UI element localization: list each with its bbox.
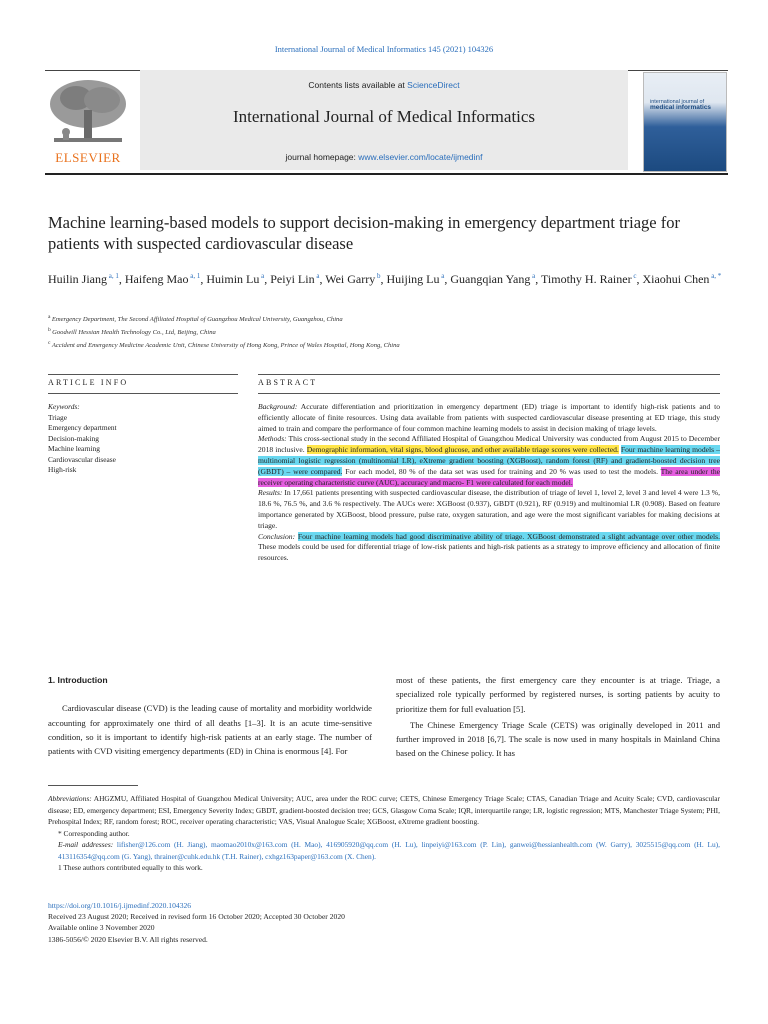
abstract-background: Accurate differentiation and prioritization in emergency department (ED) triage is important to identify high-risk patients and to efficiently allocate of finite resources. Using data available from patients with suspected cardiovascular disease presenting at ED triage, this study aimed to train and compare the performance of four common machine learning models to assist in decision making of triage levels. — [258, 402, 720, 433]
highlight-magenta: The area under the receiver operating characteristic curve (AUC), accuracy and macro- F1 were calculated for each model. — [258, 466, 720, 487]
abstract-results-label: Results: — [258, 488, 283, 498]
body-left-column — [48, 673, 372, 760]
copyright: 1386-5056/© 2020 Elsevier B.V. All rights reserved. — [48, 934, 208, 944]
abstract-methods-label: Methods: — [258, 434, 287, 444]
intro-paragraph-1-cont: most of these patients, the first emergency care they encounter is at triage. Triage, a specialized role typically performed by registered nurses, is sorting patients by acuity to prioritize them for full evaluation [5]. — [396, 675, 720, 714]
intro-paragraph-2: The Chinese Emergency Triage Scale (CETS) was originally developed in 2011 and further improved in 2018 [6,7]. The scale is now used in many hospitals in Mainland China based on the Chinese policy. It has — [396, 719, 720, 759]
keywords-label: Keywords: — [48, 402, 80, 411]
abstract-body — [258, 402, 720, 564]
highlight-yellow: Demographic information, vital signs, blood glucose, and other available triage scores were collected. — [306, 445, 619, 455]
author-name[interactable]: Guangqian Yang — [450, 272, 531, 286]
author-name[interactable]: Huilin Jiang — [48, 272, 107, 286]
keyword-item: Machine learning — [48, 444, 100, 453]
article-info-rule — [48, 374, 238, 375]
body-right-column — [396, 673, 720, 763]
author-name[interactable]: Xiaohui Chen — [642, 272, 710, 286]
author-list: Huilin Jiang $^{a, 1}$, Haifeng Mao $^{a, 1}$, Huimin Lu $^a$, Peiyi Lin $^a$, Wei Garry $^b$, Huijing Lu $^a$, Guangqian Yang $^a$, Timothy H. Rainer $^c$, Xiaohui Chen $^{a, *}$ — [48, 272, 722, 286]
author-affiliation-mark[interactable]: a — [530, 272, 536, 280]
email-addresses[interactable]: lifisher@126.com (H. Jiang), maomao2010x@163.com (H. Mao), 416905920@qq.com (H. Lu), linpeiyi@163.com (P. Lin), ganwei@hessianhealth.com (W. Garry), 3025515@qq.com (H. Lu), 413116354@qq.com (G. Yang), thrainer@cuhk.edu.hk (T.H. Rainer), cxhgz163paper@163.com (X. Chen). — [58, 840, 720, 861]
sciencedirect-link[interactable]: ScienceDirect — [407, 80, 460, 90]
author-name[interactable]: Wei Garry — [325, 272, 376, 286]
abstract-conclusion-label: Conclusion: — [258, 531, 296, 541]
author-affiliation-mark[interactable]: a, * — [709, 272, 722, 280]
header-bottom-rule — [45, 173, 728, 175]
keyword-item: Triage — [48, 412, 68, 422]
abstract-methods-2: For each model, 80 % of the data set was used for training and 20 % was used to test the models. — [342, 466, 661, 476]
abbreviations-footnote: Abbreviations: AHGZMU, Affiliated Hospital of Guangzhou Medical University; AUC, area under the ROC curve; CETS, Chinese Emergency Triage Scale; CTAS, Canadian Triage and Acuity Scale; CVD, cardiovascular disease; ED, emergency department; ESI, Emergency Severity Index; GBDT, gradient-boosted decision tree; GCS, Glasgow Coma Scale; IQR, interquartile range; LR, logistic regression; MTS, Manchester Triage System; PHI, Prehospital Index; RF, random forest; ROC, receiver operating characteristic; VAS, Visual Analogue Scale; XGBoost, eXtreme gradient boosting. — [48, 794, 720, 826]
highlight-cyan-methods: Four machine learning models – multinomial logistic regression (multinomial LR), eXtreme gradient boosting (XGBoost), random forest (RF) and gradient-boosted decision tree (GBDT) – were compared. — [258, 445, 720, 476]
author-name[interactable]: Huimin Lu — [206, 272, 260, 286]
article-title: Machine learning-based models to support decision-making in emergency department triage for patients with suspected cardiovascular disease — [48, 213, 680, 253]
elsevier-wordmark: ELSEVIER — [55, 150, 121, 165]
contents-prefix: Contents lists available at — [308, 80, 408, 90]
author-affiliation-mark[interactable]: a, 1 — [188, 272, 201, 280]
abstract-conclusion: These models could be used for differential triage of low-risk patients and high-risk patients as a strategy to improve efficiency and allocation of finite resources. — [258, 542, 720, 563]
article-info-heading: ARTICLE INFO — [48, 378, 129, 387]
available-online: Available online 3 November 2020 — [48, 923, 155, 933]
highlight-cyan-conclusion: Four machine learning models had good discriminative ability of triage. XGBoost demonstrated a slight advantage over other models. — [297, 531, 720, 541]
affiliation-item: $^b$ Goodwill Hessian Health Technology Co., Ltd, Beijing, China — [48, 327, 216, 337]
affiliation-list — [48, 312, 728, 352]
abstract-heading: ABSTRACT — [258, 378, 318, 387]
footnotes — [48, 793, 720, 874]
keyword-item: Emergency department — [48, 423, 117, 432]
article-info-rule-2 — [48, 393, 238, 394]
author-affiliation-mark[interactable]: a — [314, 272, 320, 280]
author-name[interactable]: Haifeng Mao — [124, 272, 189, 286]
author-affiliation-mark[interactable]: a — [259, 272, 265, 280]
affiliation-item: $^a$ Emergency Department, The Second Affiliated Hospital of Guangzhou Medical University, Guangzhou, China — [48, 314, 343, 324]
author-affiliation-mark[interactable]: a — [439, 272, 445, 280]
abstract-rule-2 — [258, 393, 720, 394]
journal-citation[interactable]: International Journal of Medical Informatics 145 (2021) 104326 — [274, 44, 494, 54]
equal-contribution-note: 1 These authors contributed equally to this work. — [58, 863, 203, 872]
introduction-heading: 1. Introduction — [48, 675, 108, 685]
author-name[interactable]: Peiyi Lin — [270, 272, 315, 286]
cover-title: international journal of medical informatics — [650, 99, 712, 111]
doi-link[interactable]: https://doi.org/10.1016/j.ijmedinf.2020.104326 — [48, 901, 192, 910]
author-name[interactable]: Huijing Lu — [386, 272, 440, 286]
abstract-rule — [258, 374, 720, 375]
email-footnote: E-mail addresses: lifisher@126.com (H. Jiang), maomao2010x@163.com (H. Mao), 416905920@qq.com (H. Lu), linpeiyi@163.com (P. Lin), ganwei@hessianhealth.com (W. Garry), 3025515@qq.com (H. Lu), 413116354@qq.com (G. Yang), thrainer@cuhk.edu.hk (T.H. Rainer), cxhgz163paper@163.com (X. Chen). — [58, 840, 720, 861]
intro-paragraph-1: Cardiovascular disease (CVD) is the leading cause of mortality and morbidity worldwide accounting for approximately one third of all deaths [1–3]. It is an acute time-sensitive condition, so it is important to identify high-risk patients at an early stage. The number of patients with CVD visiting emergency departments (ED) in China is enormous [4]. For — [48, 703, 372, 757]
abstract-methods-1: This cross-sectional study in the second Affiliated Hospital of Guangzhou Medical University was conducted from August 2015 to December 2018 inclusive. — [258, 434, 720, 455]
journal-homepage-line — [140, 152, 628, 162]
journal-title: International Journal of Medical Informatics — [232, 107, 536, 126]
received-dates: Received 23 August 2020; Received in revised form 16 October 2020; Accepted 30 October 2020 — [48, 912, 345, 922]
abstract-background-label: Background: — [258, 402, 298, 411]
contents-lists-line — [140, 80, 628, 90]
keyword-item: Cardiovascular disease — [48, 454, 116, 464]
author-affiliation-mark[interactable]: a, 1 — [107, 272, 119, 280]
abstract-results: In 17,661 patients presenting with suspected cardiovascular disease, the distribution of triage of level 1, level 2, level 3 and level 4 were 1.3 %, 18.6 %, 76.5 %, and 3.6 % respectively. The AUCs were: XGBoost (0.937), GBDT (0.921), RF (0.919) and multinomial LR (0.908). Based on feature importance generated by XGBoost, blood pressure, pulse rate, oxygen saturation, and age were the most significant variables for making decisions at triage. — [258, 488, 720, 530]
keyword-item: Decision-making — [48, 433, 99, 443]
keywords-block — [48, 402, 238, 476]
journal-cover-thumbnail[interactable] — [643, 72, 727, 172]
author-affiliation-mark[interactable]: b — [375, 272, 381, 280]
journal-homepage-link[interactable]: www.elsevier.com/locate/ijmedinf — [358, 152, 483, 162]
homepage-prefix: journal homepage: — [285, 152, 359, 162]
footnote-rule — [48, 785, 138, 786]
publication-info — [48, 900, 720, 945]
author-affiliation-mark[interactable]: c — [631, 272, 637, 280]
keywords-list — [48, 413, 238, 476]
keyword-item: High-risk — [48, 465, 77, 474]
affiliation-item: $^c$ Accident and Emergency Medicine Academic Unit, Chinese University of Hong Kong, Prince of Wales Hospital, Hong Kong, China — [48, 340, 400, 350]
author-name[interactable]: Timothy H. Rainer — [541, 272, 632, 286]
corresponding-author-note: * Corresponding author. — [58, 828, 130, 838]
